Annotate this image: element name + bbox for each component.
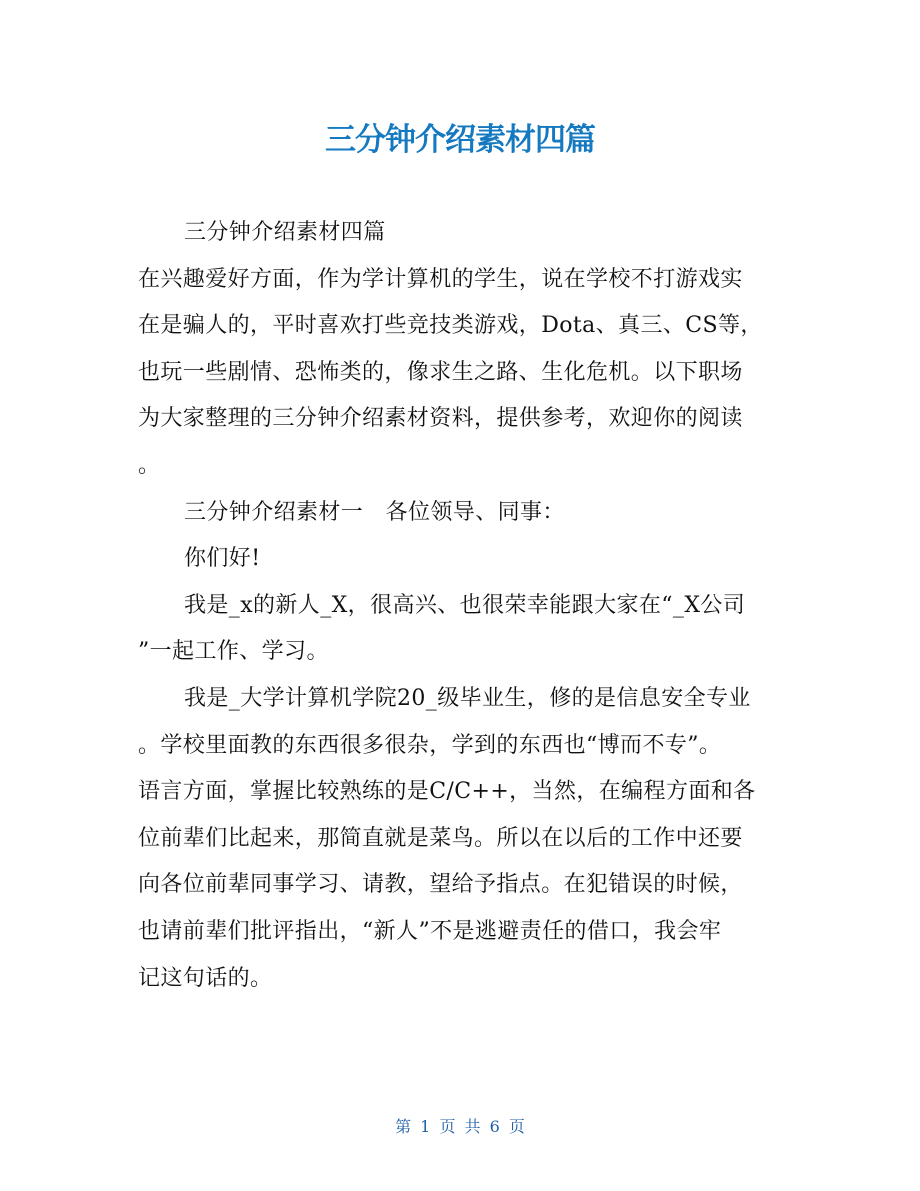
text-line: 。学校里面教的东西很多很杂，学到的东西也“博而不专”。	[138, 732, 722, 758]
text-line: 你们好!	[184, 546, 261, 572]
document-body	[138, 210, 798, 1002]
text-line: 向各位前辈同事学习、请教，望给予指点。在犯错误的时候，	[138, 872, 743, 898]
text-line: 为大家整理的三分钟介绍素材资料，提供参考，欢迎你的阅读	[138, 406, 743, 432]
text-line: 也玩一些剧情、恐怖类的，像求生之路、生化危机。以下职场	[138, 359, 743, 385]
text-line: 在兴趣爱好方面，作为学计算机的学生，说在学校不打游戏实	[138, 266, 743, 292]
page-footer: 第 1 页 共 6 页	[395, 1117, 525, 1136]
text-line: 在是骗人的，平时喜欢打些竞技类游戏，Dota、真三、CS等，	[138, 313, 763, 339]
text-line: 语言方面，掌握比较熟练的是C/C++，当然，在编程方面和各	[138, 779, 756, 805]
text-line: 三分钟介绍素材四篇	[184, 220, 386, 245]
text-line: 我是_大学计算机学院20_级毕业生，修的是信息安全专业	[184, 685, 751, 711]
document-title: 三分钟介绍素材四篇	[325, 122, 595, 158]
text-line: 记这句话的。	[138, 965, 273, 991]
text-line: 也请前辈们批评指出，“新人”不是逃避责任的借口，我会牢	[138, 918, 722, 944]
text-line: 三分钟介绍素材一 各位领导、同事：	[184, 499, 565, 525]
text-line: 我是_x的新人_X，很高兴、也很荣幸能跟大家在“_X公司	[184, 592, 746, 618]
text-line: 。	[138, 452, 161, 478]
text-line: ”一起工作、学习。	[138, 639, 329, 665]
text-line: 位前辈们比起来，那简直就是菜鸟。所以在以后的工作中还要	[138, 825, 743, 851]
